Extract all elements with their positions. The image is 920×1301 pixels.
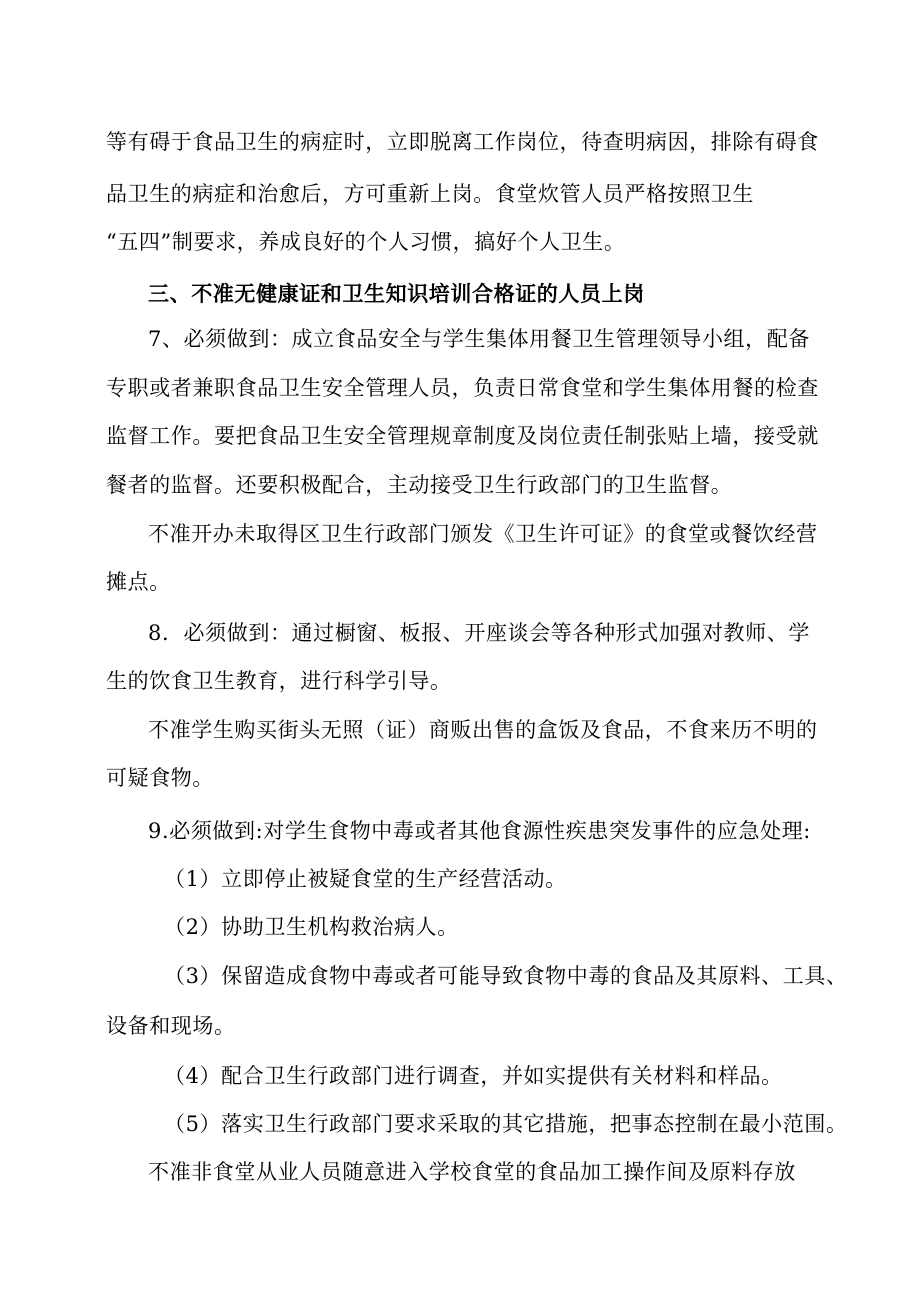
- list-item: （3）保留造成食物中毒或者可能导致食物中毒的食品及其原料、工具、: [164, 964, 848, 988]
- body-line: 9.必须做到:对学生食物中毒或者其他食源性疾患突发事件的应急处理:: [148, 819, 811, 843]
- section-heading: 三、不准无健康证和卫生知识培训合格证的人员上岗: [148, 282, 645, 306]
- body-line: 不准开办未取得区卫生行政部门颁发《卫生许可证》的食堂或餐饮经营: [148, 522, 818, 546]
- body-line: 餐者的监督。还要积极配合，主动接受卫生行政部门的卫生监督。: [106, 473, 733, 497]
- body-line: 等有碍于食品卫生的病症时，立即脱离工作岗位，待查明病因，排除有碍食: [106, 130, 819, 154]
- body-line: 7、必须做到：成立食品安全与学生集体用餐卫生管理领导小组，配备: [148, 327, 810, 351]
- body-line: 不准非食堂从业人员随意进入学校食堂的食品加工操作间及原料存放: [148, 1160, 796, 1184]
- body-line: 设备和现场。: [106, 1014, 236, 1038]
- body-line: 不准学生购买街头无照（证）商贩出售的盒饭及食品，不食来历不明的: [148, 718, 818, 742]
- list-item: （5）落实卫生行政部门要求采取的其它措施，把事态控制在最小范围。: [164, 1112, 848, 1136]
- list-item: （4）配合卫生行政部门进行调查，并如实提供有关材料和样品。: [164, 1064, 783, 1088]
- body-line: 8．必须做到：通过橱窗、板报、开座谈会等各种形式加强对教师、学: [148, 621, 810, 645]
- body-line: 专职或者兼职食品卫生安全管理人员，负责日常食堂和学生集体用餐的检查: [106, 376, 819, 400]
- list-item: （1）立即停止被疑食堂的生产经营活动。: [164, 867, 567, 891]
- body-line: 摊点。: [106, 570, 171, 594]
- body-line: 品卫生的病症和治愈后，方可重新上岗。食堂炊管人员严格按照卫生: [106, 182, 754, 206]
- list-item: （2）协助卫生机构救治病人。: [164, 915, 459, 939]
- body-line: 生的饮食卫生教育，进行科学引导。: [106, 669, 452, 693]
- body-line: 可疑食物。: [106, 766, 214, 790]
- body-line: 监督工作。要把食品卫生安全管理规章制度及岗位责任制张贴上墙，接受就: [106, 424, 819, 448]
- body-line: “五四”制要求，养成良好的个人习惯，搞好个人卫生。: [106, 230, 626, 254]
